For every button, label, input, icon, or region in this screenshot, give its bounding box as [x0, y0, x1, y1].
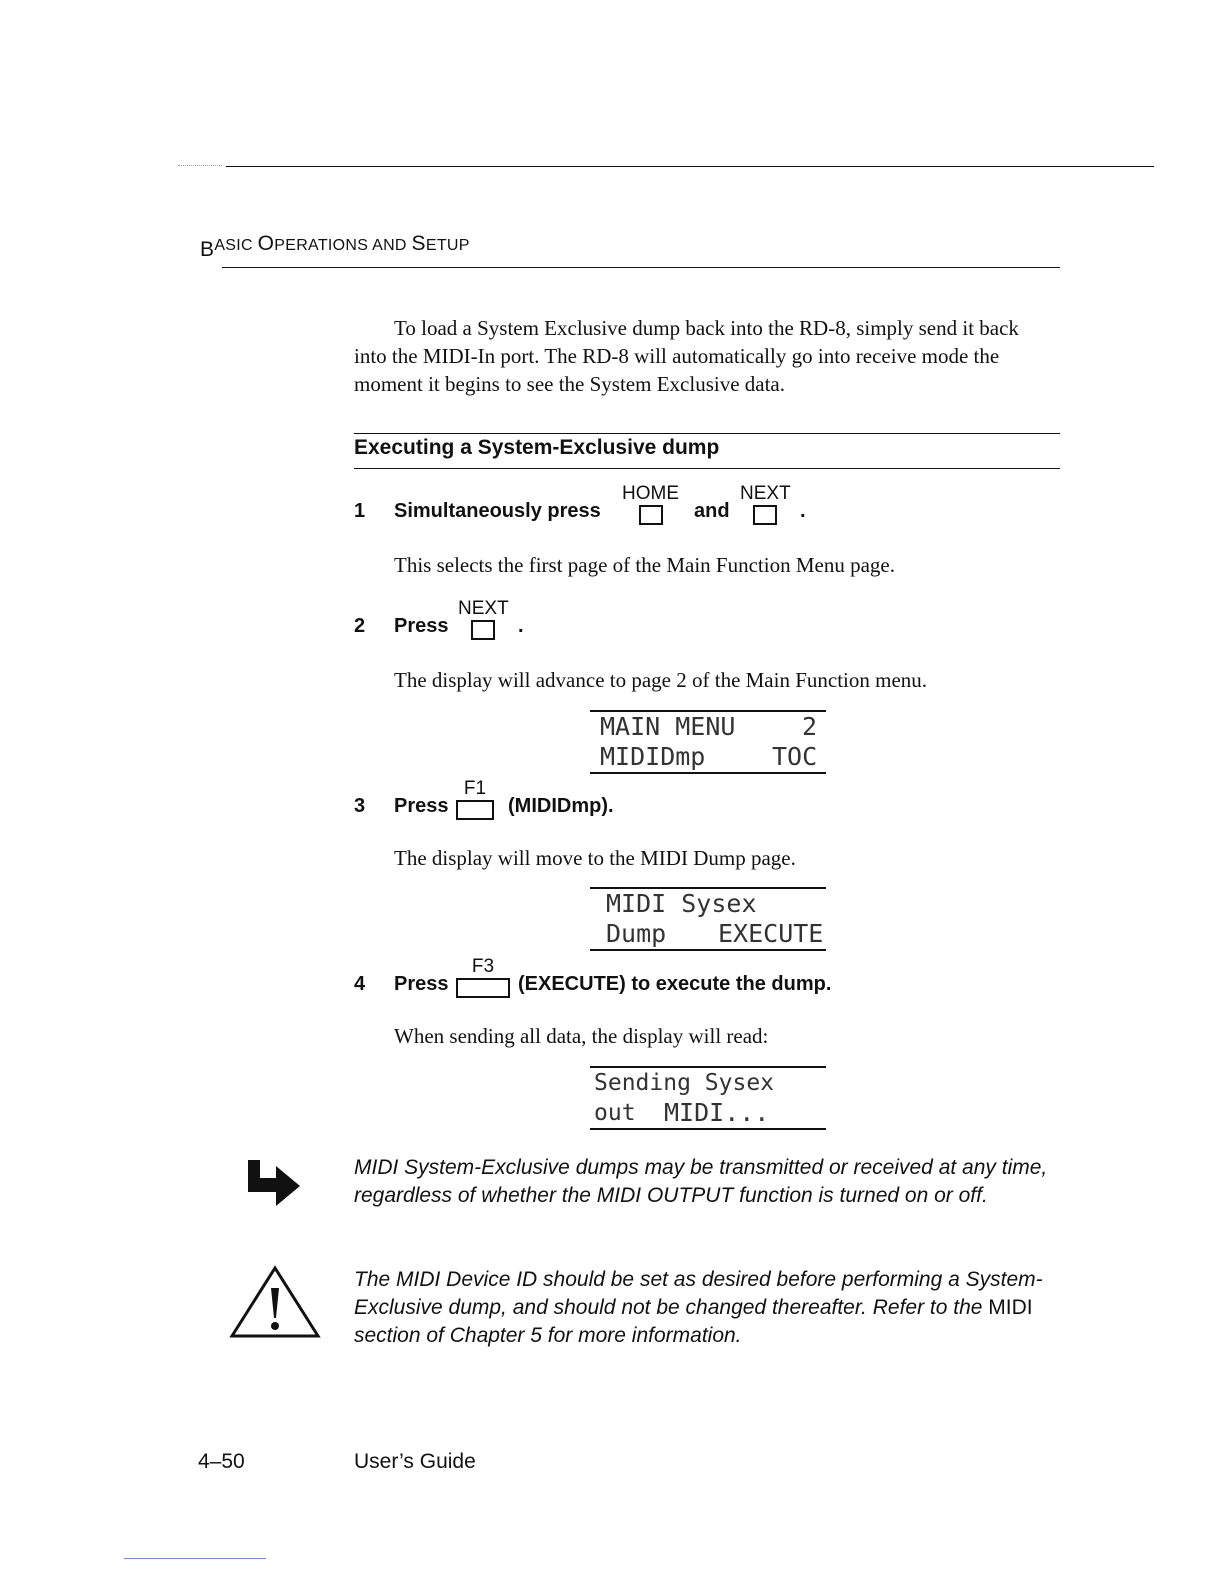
lcd-line2: EXECUTE — [718, 919, 824, 948]
f3-key-icon — [456, 978, 510, 998]
section-bottom-rule — [354, 468, 1060, 469]
lcd-line2-right: TOC — [772, 742, 818, 771]
section-top-rule — [354, 433, 1060, 434]
step-3-text: Press — [394, 795, 449, 817]
step-4-suffix: (EXECUTE) to execute the dump. — [518, 973, 832, 995]
lcd-line2-left: MIDIDmp — [600, 742, 706, 771]
lcd-line1-left: MAIN MENU — [600, 712, 736, 741]
next-key-icon — [753, 505, 777, 525]
footer-guide-title: User’s Guide — [354, 1450, 476, 1473]
page-number: 4–50 — [198, 1450, 245, 1473]
lcd-line2: MIDI... — [664, 1098, 770, 1127]
step-2-text: Press — [394, 615, 449, 637]
arrow-note-icon — [246, 1158, 302, 1208]
step-3-description: The display will move to the MIDI Dump page. — [394, 846, 796, 870]
step-1-text: Simultaneously press — [394, 500, 601, 522]
next-key-step2: NEXT — [458, 599, 509, 640]
step-4-description: When sending all data, the display will read: — [394, 1024, 769, 1048]
section-title: Executing a System-Exclusive dump — [354, 436, 720, 459]
next-key-icon — [471, 620, 495, 640]
step-3-suffix: (MIDIDmp). — [508, 795, 614, 817]
note-midi-sysex: MIDI System-Exclusive dumps may be transmitted or received at any time, regardless of whether the MIDI OUTPUT function is turned on or off. — [354, 1156, 1048, 1207]
step-3-number: 3 — [354, 795, 366, 817]
lcd-display-sending — [590, 1066, 826, 1130]
header-rule — [222, 267, 1060, 268]
next-key: NEXT — [740, 484, 791, 525]
home-key: HOME — [622, 484, 679, 525]
f1-key: F1 — [456, 779, 494, 820]
lcd-display-sysex-dump — [590, 887, 826, 951]
lcd-display-main-menu — [590, 710, 826, 774]
scan-dots — [178, 165, 222, 167]
f1-key-icon — [456, 800, 494, 820]
running-header: BASIC OPERATIONS AND SETUP — [200, 232, 470, 261]
step-2-number: 2 — [354, 615, 366, 637]
intro-paragraph: To load a System Exclusive dump back into the RD-8, simply send it back into the MIDI-In port. The RD-8 will automatically go into receive mode the moment it begins to see the System Exclusive data. — [354, 316, 1019, 396]
note-device-id: The MIDI Device ID should be set as desired before performing a System-Exclusive dump, and should not be changed thereafter. Refer to the MIDI section of Chapter 5 for more information. — [354, 1268, 1043, 1347]
lcd-line1: MIDI Sysex Dump — [606, 889, 757, 948]
lcd-line1: Sending Sysex out — [594, 1070, 775, 1126]
step-2-description: The display will advance to page 2 of the Main Function menu. — [394, 668, 928, 692]
step-1-period: . — [800, 500, 806, 522]
top-rule — [226, 166, 1154, 167]
bottom-blue-line — [124, 1558, 266, 1559]
warning-icon — [228, 1264, 322, 1340]
f3-key: F3 — [456, 957, 510, 998]
home-key-icon — [639, 505, 663, 525]
step-1-description: This selects the first page of the Main Function Menu page. — [394, 553, 895, 577]
lcd-line1-right: 2 — [802, 712, 818, 741]
step-1-and: and — [694, 500, 730, 522]
midi-word: MIDI — [988, 1296, 1033, 1319]
step-2-period: . — [518, 615, 524, 637]
step-4-text: Press — [394, 973, 449, 995]
step-4-number: 4 — [354, 973, 366, 995]
step-1-number: 1 — [354, 500, 366, 522]
